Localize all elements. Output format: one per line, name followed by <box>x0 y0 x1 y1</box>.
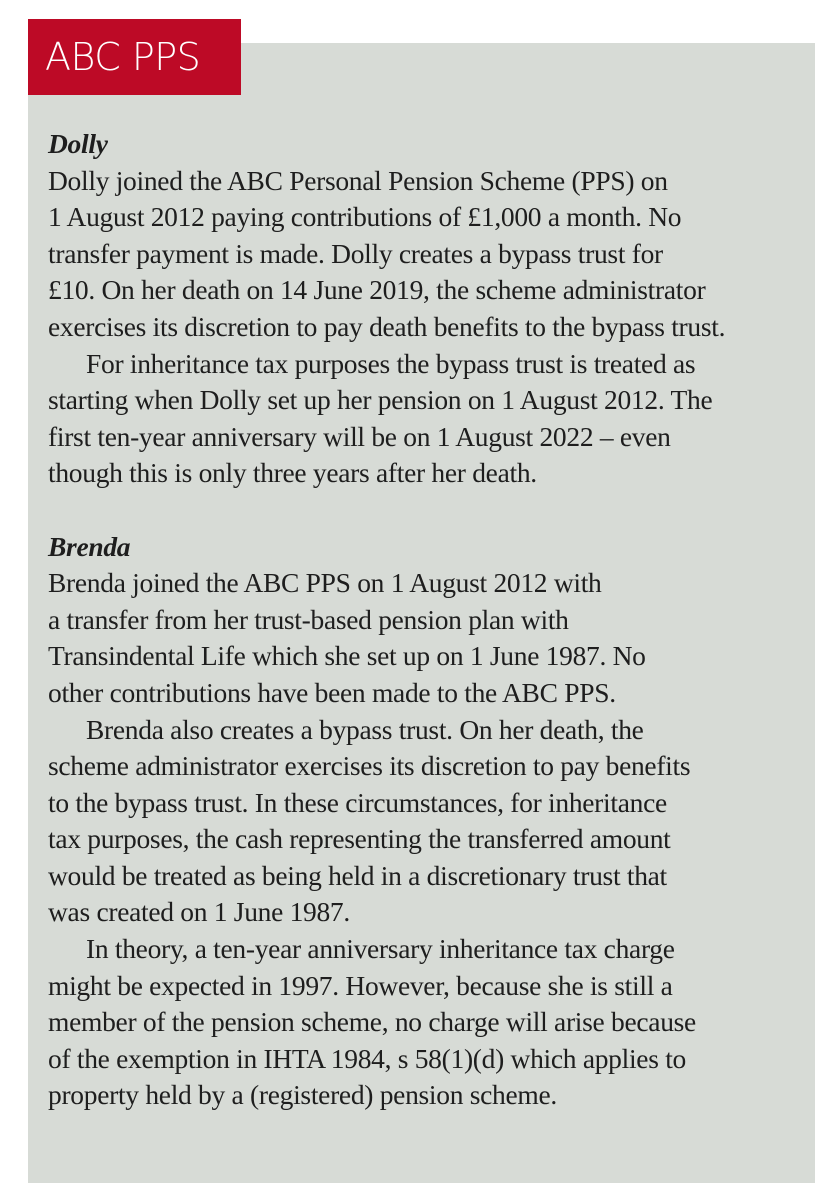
text-line: Brenda also creates a bypass trust. On her death, the <box>86 713 644 745</box>
text-line: property held by a (registered) pension scheme. <box>48 1079 557 1111</box>
text-line: tax purposes, the cash representing the transferred amount <box>48 823 671 855</box>
text-line: 1 August 2012 paying contributions of £1,000 a month. No <box>48 201 682 233</box>
paragraph <box>48 163 808 346</box>
text-line: of the exemption in IHTA 1984, s 58(1)(d) which applies to <box>48 1042 686 1074</box>
paragraph <box>48 565 808 711</box>
section-dolly <box>48 126 808 492</box>
section-heading: Dolly <box>48 128 108 159</box>
text-line: Dolly joined the ABC Personal Pension Scheme (PPS) on <box>48 164 668 196</box>
text-line: £10. On her death on 14 June 2019, the scheme administrator <box>48 274 706 306</box>
text-line: exercises its discretion to pay death benefits to the bypass trust. <box>48 310 726 342</box>
paragraph <box>48 346 808 492</box>
text-line: member of the pension scheme, no charge will arise because <box>48 1006 696 1038</box>
text-line: first ten-year anniversary will be on 1 August 2022 – even <box>48 420 671 452</box>
text-line: was created on 1 June 1987. <box>48 896 350 928</box>
text-line: would be treated as being held in a discretionary trust that <box>48 859 667 891</box>
text-line: Brenda joined the ABC PPS on 1 August 2012 with <box>48 567 602 599</box>
text-line: might be expected in 1997. However, because she is still a <box>48 969 673 1001</box>
text-line: though this is only three years after her death. <box>48 457 537 489</box>
title: ABC PPS <box>45 35 201 79</box>
text-line: Transindental Life which she set up on 1 June 1987. No <box>48 640 646 672</box>
text-line: starting when Dolly set up her pension on 1 August 2012. The <box>48 384 713 416</box>
paragraph <box>48 712 808 932</box>
text-line: scheme administrator exercises its discretion to pay benefits <box>48 750 691 782</box>
paragraph <box>48 931 808 1114</box>
text-line: to the bypass trust. In these circumstances, for inheritance <box>48 786 667 818</box>
section-gap <box>48 492 808 529</box>
text-line: transfer payment is made. Dolly creates a bypass trust for <box>48 237 663 269</box>
section-brenda <box>48 529 808 1115</box>
title-tab <box>28 19 241 95</box>
text-line: In theory, a ten-year anniversary inheritance tax charge <box>86 933 675 965</box>
text-line: For inheritance tax purposes the bypass trust is treated as <box>86 347 696 379</box>
content <box>48 126 808 1114</box>
text-line: a transfer from her trust-based pension plan with <box>48 603 569 635</box>
text-line: other contributions have been made to the ABC PPS. <box>48 676 616 708</box>
section-heading: Brenda <box>48 530 131 562</box>
